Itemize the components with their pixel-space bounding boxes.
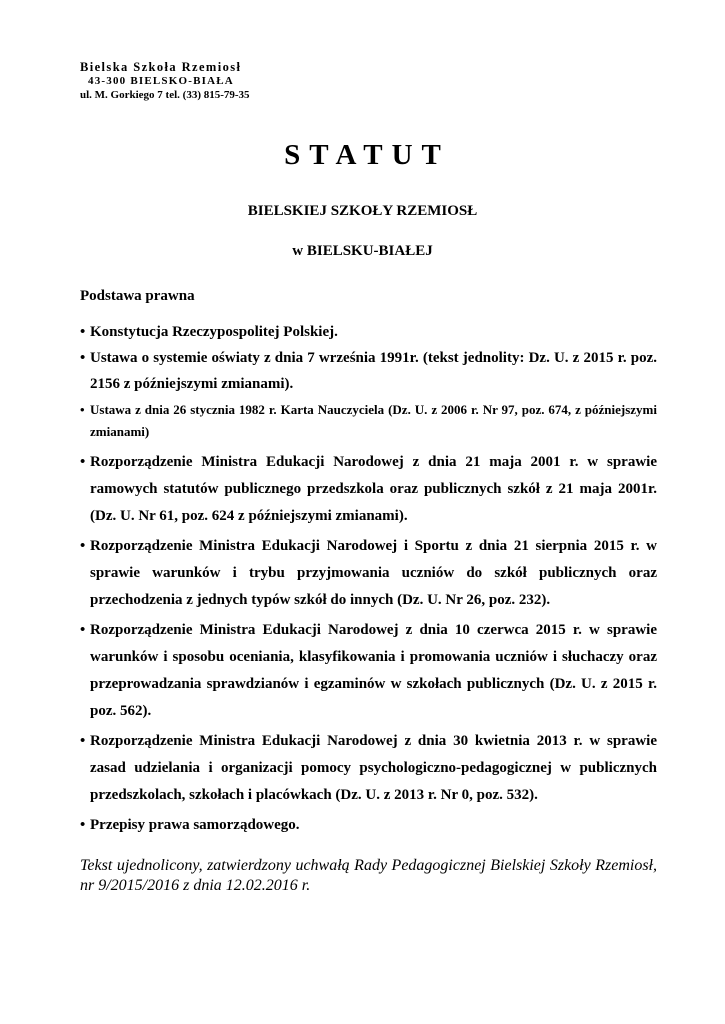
list-item-text: Ustawa o systemie oświaty z dnia 7 września 1991r. (tekst jednolity: Dz. U. z 2015 r. poz. 2156 z późniejszymi zmianami). [90, 350, 657, 392]
legal-basis-heading: Podstawa prawna [80, 288, 195, 304]
list-item [80, 345, 657, 397]
bullet-icon: • [80, 622, 86, 638]
list-item-text: Rozporządzenie Ministra Edukacji Narodowej z dnia 30 kwietnia 2013 r. w sprawie zasad udzielania i organizacji pomocy psychologiczno-pedagogicznej w publicznych przedszkolach, szkołach i placówkach (Dz. U. z 2013 r. Nr 0, poz. 532). [90, 733, 657, 803]
list-item-text: Przepisy prawa samorządowego. [90, 817, 300, 833]
list-item [80, 728, 657, 809]
bullet-icon: • [80, 324, 86, 340]
list-item [80, 533, 657, 614]
approval-note: Tekst ujednolicony, zatwierdzony uchwałą Rady Pedagogicznej Bielskiej Szkoły Rzemiosł, nr 9/2015/2016 z dnia 12.02.2016 r. [80, 857, 657, 894]
list-item-text: Konstytucja Rzeczypospolitej Polskiej. [90, 324, 338, 340]
bullet-icon: • [80, 402, 85, 417]
bullet-icon: • [80, 733, 86, 749]
school-postal: 43-300 BIELSKO-BIAŁA [88, 75, 234, 87]
list-item-text: Ustawa z dnia 26 stycznia 1982 r. Karta Nauczyciela (Dz. U. z 2006 r. Nr 97, poz. 674, z późniejszymi zmianami) [90, 402, 657, 439]
list-item [80, 399, 657, 443]
list-item [80, 812, 657, 839]
school-name: Bielska Szkoła Rzemiosł [80, 60, 242, 74]
bullet-icon: • [80, 350, 86, 366]
school-address: ul. M. Gorkiego 7 tel. (33) 815-79-35 [80, 89, 250, 101]
bullet-icon: • [80, 454, 86, 470]
list-item [80, 617, 657, 725]
list-item-text: Rozporządzenie Ministra Edukacji Narodowej i Sportu z dnia 21 sierpnia 2015 r. w sprawie warunków i trybu przyjmowania uczniów do szkół publicznych oraz przechodzenia z jednych typów szkół do innych (Dz. U. Nr 26, poz. 232). [90, 538, 657, 608]
legal-basis-list [80, 321, 657, 842]
school-header [80, 60, 250, 102]
list-item-text: Rozporządzenie Ministra Edukacji Narodowej z dnia 21 maja 2001 r. w sprawie ramowych statutów publicznego przedszkola oraz publicznych szkół z 21 maja 2001r. (Dz. U. Nr 61, poz. 624 z późniejszymi zmianami). [90, 454, 657, 524]
list-item [80, 449, 657, 530]
document-title: STATUT [284, 139, 450, 171]
document-subtitle-location: w BIELSKU-BIAŁEJ [292, 243, 433, 259]
list-item [80, 321, 657, 343]
document-subtitle: BIELSKIEJ SZKOŁY RZEMIOSŁ [247, 203, 478, 219]
bullet-icon: • [80, 817, 86, 833]
bullet-icon: • [80, 538, 86, 554]
list-item-text: Rozporządzenie Ministra Edukacji Narodowej z dnia 10 czerwca 2015 r. w sprawie warunków i sposobu oceniania, klasyfikowania i promowania uczniów i słuchaczy oraz przeprowadzania sprawdzianów i egzaminów w szkołach publicznych (Dz. U. z 2015 r. poz. 562). [90, 622, 657, 719]
